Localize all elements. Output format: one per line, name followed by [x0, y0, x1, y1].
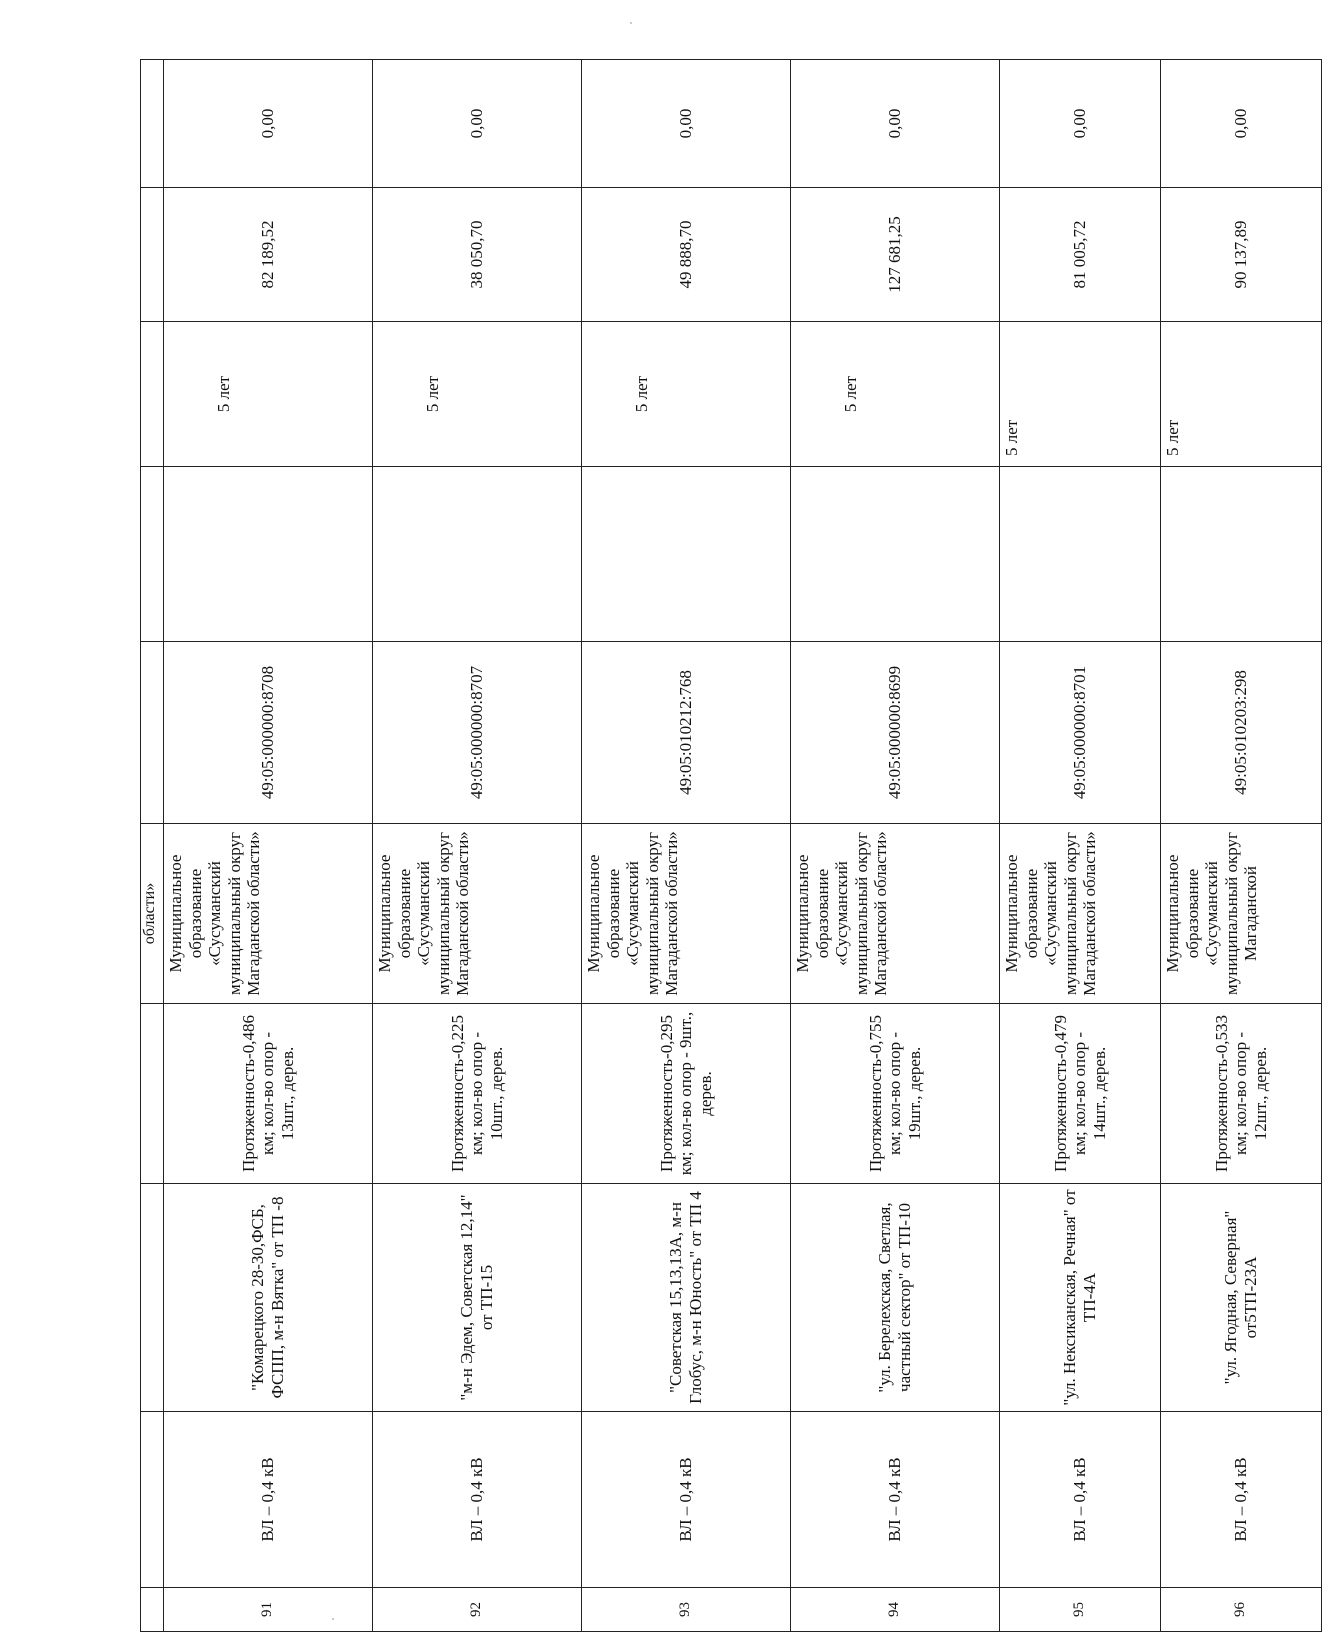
table-row: [1000, 60, 1161, 1632]
term: 5 лет: [1000, 322, 1161, 467]
table-row: [164, 60, 373, 1632]
value-1: 81 005,72: [1000, 188, 1161, 322]
object-type: ВЛ – 0,4 кВ: [582, 1412, 791, 1588]
term: 5 лет: [582, 322, 791, 467]
value-2: 0,00: [582, 60, 791, 188]
owner: Муниципальное образование «Сусуманский муниципальный округ Магаданской области»: [373, 824, 582, 1004]
object-name: "ул. Ягодная, Северная" от5ТП-23А: [1161, 1184, 1322, 1412]
value-2: 0,00: [164, 60, 373, 188]
extra-cell: [582, 467, 791, 642]
object-name: "м-н Эдем, Советская 12,14" от ТП-15: [373, 1184, 582, 1412]
row-number: 95: [1000, 1588, 1161, 1632]
table-row: [791, 60, 1000, 1632]
object-spec: Протяженность-0,755 км; кол-во опор - 19шт., дерев.: [791, 1004, 1000, 1184]
object-spec: Протяженность-0,479 км; кол-во опор - 14шт., дерев.: [1000, 1004, 1161, 1184]
property-table: [140, 59, 1322, 1632]
owner: Муниципальное образование «Сусуманский муниципальный округ Магаданской области»: [791, 824, 1000, 1004]
term: 5 лет: [164, 322, 373, 467]
object-type: ВЛ – 0,4 кВ: [1161, 1412, 1322, 1588]
object-type: ВЛ – 0,4 кВ: [373, 1412, 582, 1588]
object-type: ВЛ – 0,4 кВ: [164, 1412, 373, 1588]
object-name: "ул. Берелехская, Светлая, частный сектор" от ТП-10: [791, 1184, 1000, 1412]
value-2: 0,00: [373, 60, 582, 188]
value-2: 0,00: [1000, 60, 1161, 188]
extra-cell: [164, 467, 373, 642]
extra-cell: [791, 467, 1000, 642]
row-number: 93: [582, 1588, 791, 1632]
owner: Муниципальное образование «Сусуманский муниципальный округ Магаданской области»: [582, 824, 791, 1004]
scan-speck: [332, 1618, 334, 1620]
table-row: [1161, 60, 1322, 1632]
value-1: 49 888,70: [582, 188, 791, 322]
object-type: ВЛ – 0,4 кВ: [791, 1412, 1000, 1588]
value-1: 38 050,70: [373, 188, 582, 322]
row-number: 91: [164, 1588, 373, 1632]
object-name: "Комарецкого 28-30,ФСБ, ФСПП, м-н Вятка" от ТП -8: [164, 1184, 373, 1412]
extra-cell: [373, 467, 582, 642]
object-spec: Протяженность-0,295 км; кол-во опор - 9шт., дерев.: [582, 1004, 791, 1184]
value-2: 0,00: [1161, 60, 1322, 188]
table-row: [582, 60, 791, 1632]
rotated-table-wrapper: [140, 60, 1270, 1632]
cadastral-number: 49:05:000000:8699: [791, 642, 1000, 824]
owner: Муниципальное образование «Сусуманский муниципальный округ Магаданской: [1161, 824, 1322, 1004]
cadastral-number: 49:05:000000:8708: [164, 642, 373, 824]
object-name: "ул. Нексиканская, Речная" от ТП-4А: [1000, 1184, 1161, 1412]
owner: Муниципальное образование «Сусуманский муниципальный округ Магаданской области»: [1000, 824, 1161, 1004]
extra-cell: [1000, 467, 1161, 642]
owner: Муниципальное образование «Сусуманский муниципальный округ Магаданской области»: [164, 824, 373, 1004]
row-number: 92: [373, 1588, 582, 1632]
row-number: 94: [791, 1588, 1000, 1632]
owner-continuation: области»: [141, 824, 164, 1004]
cadastral-number: 49:05:010212:768: [582, 642, 791, 824]
cadastral-number: 49:05:000000:8701: [1000, 642, 1161, 824]
extra-cell: [1161, 467, 1322, 642]
value-1: 127 681,25: [791, 188, 1000, 322]
term: 5 лет: [373, 322, 582, 467]
cadastral-number: 49:05:010203:298: [1161, 642, 1322, 824]
row-number: 96: [1161, 1588, 1322, 1632]
value-2: 0,00: [791, 60, 1000, 188]
object-type: ВЛ – 0,4 кВ: [1000, 1412, 1161, 1588]
term: 5 лет: [791, 322, 1000, 467]
object-spec: Протяженность-0,486 км; кол-во опор - 13шт., дерев.: [164, 1004, 373, 1184]
object-spec: Протяженность-0,225 км; кол-во опор - 10шт., дерев.: [373, 1004, 582, 1184]
cadastral-number: 49:05:000000:8707: [373, 642, 582, 824]
term: 5 лет: [1161, 322, 1322, 467]
object-spec: Протяженность-0,533 км; кол-во опор - 12шт., дерев.: [1161, 1004, 1322, 1184]
object-name: "Советская 15,13,13А, м-н Глобус, м-н Юность" от ТП 4: [582, 1184, 791, 1412]
value-1: 82 189,52: [164, 188, 373, 322]
scan-speck: [630, 22, 632, 24]
value-1: 90 137,89: [1161, 188, 1322, 322]
table-row: [373, 60, 582, 1632]
continuation-strip: [141, 60, 164, 1632]
